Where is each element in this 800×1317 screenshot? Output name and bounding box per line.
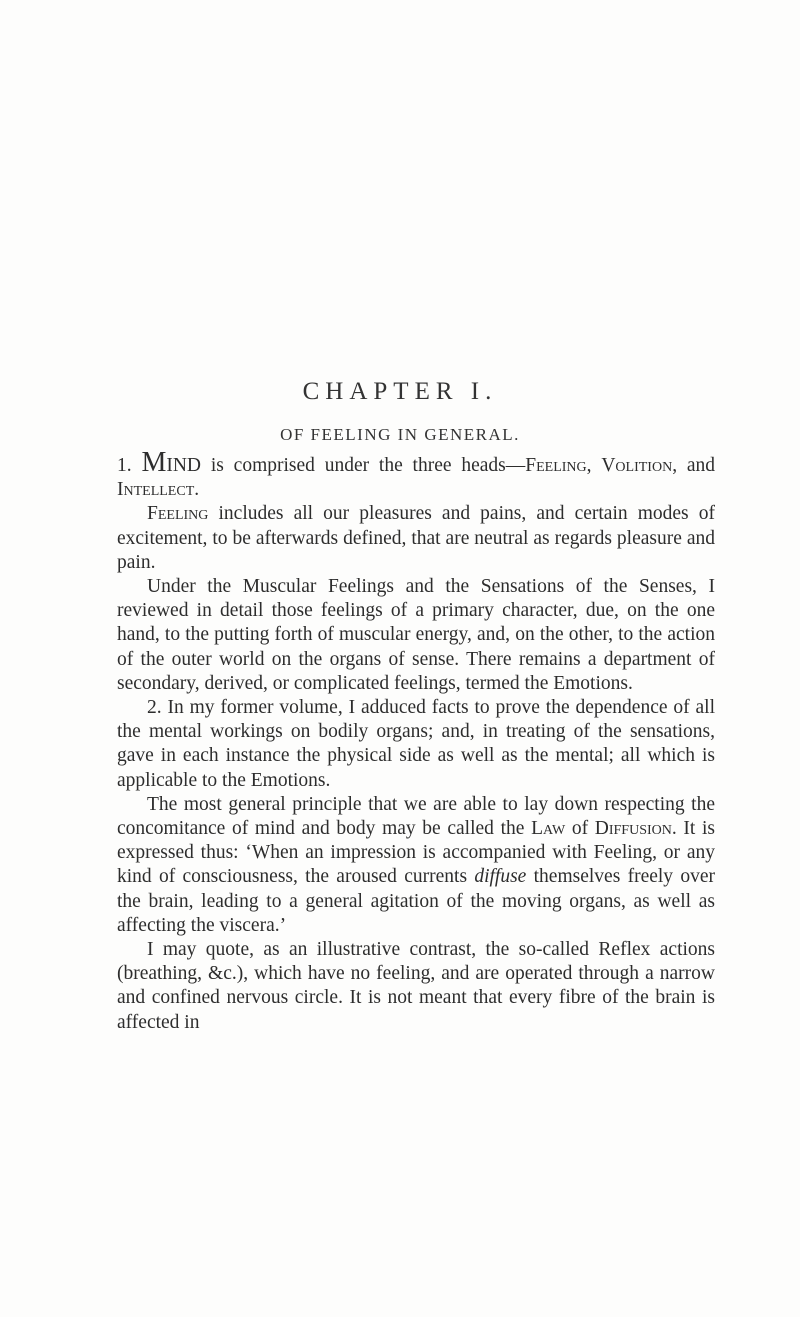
paragraph-text: I may quote, as an illustrative contrast, the so-called Reflex actions (breathing, &c.), which have no feeling, and are operated through a narrow and confined nervous circle. It is not meant that every fibre of the brain is affected in	[117, 939, 715, 1033]
emphasis-diffuse: diffuse	[474, 866, 527, 888]
section-title: OF FEELING IN GENERAL.	[280, 425, 520, 444]
term-volition: Volition	[601, 455, 673, 476]
section-number: 2.	[147, 697, 162, 719]
paragraph-text: is comprised under the three heads—	[201, 455, 526, 476]
term-law: Law	[531, 818, 566, 840]
paragraph-text: includes all our pleasures and pains, and certain modes of excitement, to be afterwards defined, that are neutral as regards pleasure and pain.	[117, 503, 715, 573]
drop-cap: M	[141, 447, 167, 478]
paragraph-text: The most general principle that we are able to lay down respecting the concomitance of mind and body may be called the	[117, 793, 715, 840]
paragraph-text: of	[565, 818, 595, 840]
paragraph-text: Under the Muscular Feelings and the Sensations of the Senses, I reviewed in detail those feelings of a primary character, due, on the one hand, to the putting forth of muscular energy, and, on the other, to the action of the outer world on the organs of sense. There remains a department of secondary, derived, or complicated feelings, termed the Emotions.	[117, 576, 715, 694]
paragraph-1-2	[117, 502, 715, 575]
term-diffusion: Diffusion	[594, 818, 672, 840]
paragraph-text: In my former volume, I adduced facts to prove the dependence of all the mental workings on bodily organs; and, in treating of the sensations, gave in each instance the physical side as well as the mental; all which is applicable to the Emotions.	[117, 697, 715, 791]
paragraph-1-1	[117, 447, 716, 502]
paragraph-text: . It is expressed thus: ‘When an impression is accompanied with Feeling, or any kind of consciousness, the aroused currents	[117, 818, 716, 888]
paragraph-2-3	[117, 938, 715, 1035]
body-text	[117, 447, 716, 1035]
paragraph-text: , and	[672, 455, 716, 476]
paragraph-text: .	[194, 479, 200, 501]
paragraph-2-2	[117, 793, 715, 938]
lead-word: IND	[166, 455, 202, 476]
paragraph-text: themselves freely over the brain, leading to a general agitation of the moving organs, as well as affecting the viscera.’	[117, 866, 715, 936]
paragraph-2-1	[117, 696, 715, 793]
paragraph-text: ,	[586, 455, 602, 476]
term-feeling: Feeling	[525, 455, 587, 476]
term-feeling: Feeling	[147, 503, 209, 525]
term-intellect: Intellect	[117, 479, 195, 501]
paragraph-1-3	[117, 575, 715, 696]
section-number: 1.	[117, 455, 132, 476]
chapter-heading: CHAPTER I.	[302, 378, 498, 405]
